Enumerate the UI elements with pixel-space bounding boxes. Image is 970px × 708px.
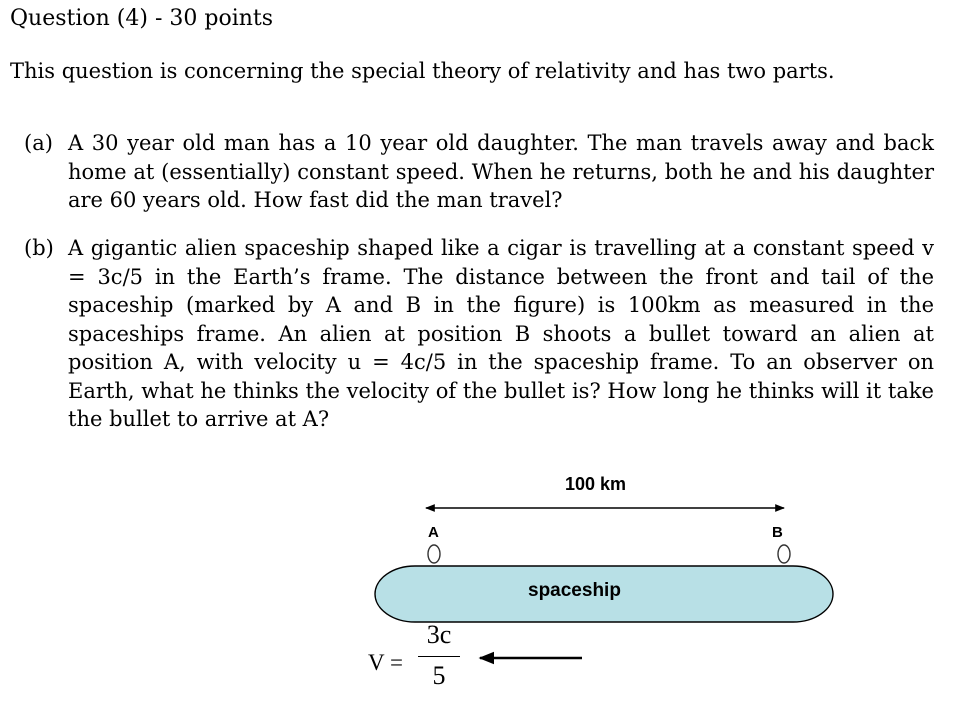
part-a-text: A 30 year old man has a 10 year old daughter. The man travels away and back home at (essentially) constant speed. When he returns, both he and his daughter are 60 years old. How fast did the man travel? bbox=[68, 131, 934, 212]
spaceship-label: spaceship bbox=[528, 580, 621, 601]
distance-label: 100 km bbox=[565, 474, 627, 494]
part-b-label: (b) bbox=[24, 236, 54, 260]
velocity-numerator: 3c bbox=[426, 620, 452, 649]
point-b-label: B bbox=[772, 524, 783, 541]
velocity-fraction bbox=[418, 620, 460, 691]
part-a bbox=[24, 129, 934, 215]
part-b bbox=[24, 234, 934, 434]
alien-b-icon bbox=[778, 545, 790, 563]
fraction-bar bbox=[418, 656, 460, 657]
spaceship-figure bbox=[360, 462, 840, 702]
question-heading: Question (4) - 30 points bbox=[10, 6, 274, 31]
question-intro: This question is concerning the special theory of relativity and has two parts. bbox=[10, 59, 835, 83]
point-a-label: A bbox=[428, 524, 439, 541]
alien-a-icon bbox=[428, 545, 440, 563]
part-a-label: (a) bbox=[24, 131, 53, 155]
velocity-prefix: V = bbox=[368, 650, 403, 675]
part-b-text: A gigantic alien spaceship shaped like a cigar is travelling at a constant speed v = 3c/5 in the Earth’s frame. The distance between the front and tail of the spaceship (marked by A and B in the figure) is 100km as measured in the spaceships frame. An alien at position B shoots a bullet toward an alien at position A, with velocity u = 4c/5 in the spaceship frame. To an observer on Earth, what he thinks the velocity of the bullet is? How long he thinks will it take the bullet to arrive at A? bbox=[68, 236, 934, 431]
velocity-denominator: 5 bbox=[432, 661, 446, 690]
